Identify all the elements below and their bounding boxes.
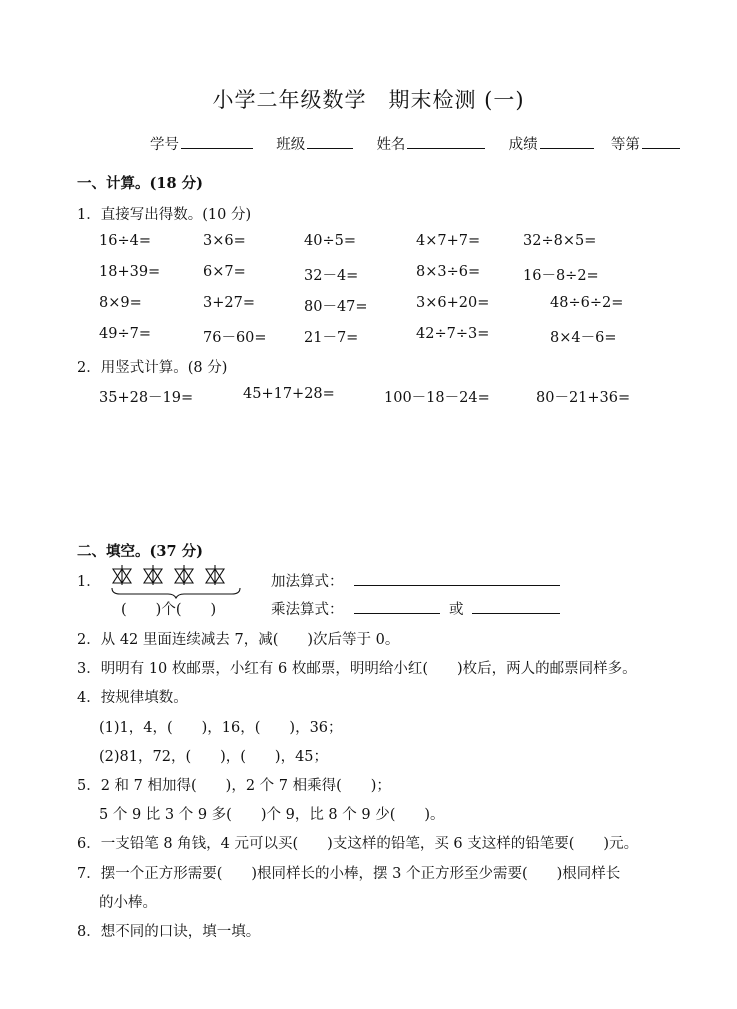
multiplication-formula-blank-2[interactable] xyxy=(472,599,560,614)
section1-heading: 一、计算。(18 分) xyxy=(77,175,203,192)
calc-problem: 3×6+20= xyxy=(416,295,490,311)
info-label-student-id: 学号 xyxy=(150,137,179,153)
addition-formula-blank[interactable] xyxy=(354,571,560,586)
calc-problem: 3×6= xyxy=(203,233,246,249)
page-title: 小学二年级数学 期末检测 (一) xyxy=(212,88,525,112)
info-label-name: 姓名 xyxy=(376,137,406,153)
calc-problem: 80－47= xyxy=(304,299,368,315)
triangle-group-icon xyxy=(175,565,193,585)
fill-question-line: (1)1，4，( )，16，( )，36； xyxy=(99,720,343,736)
info-label-score: 成绩 xyxy=(508,137,538,153)
vertical-calc-item: 45+17+28= xyxy=(243,386,335,402)
brace-icon xyxy=(112,588,240,598)
triangle-groups-figure xyxy=(110,563,242,599)
fill-question-line: 8．想不同的口诀，填一填。 xyxy=(77,924,261,940)
calc-problem: 6×7= xyxy=(203,264,246,280)
fill-question-line: 7．摆一个正方形需要( )根同样长的小棒，摆 3 个正方形至少需要( )根同样长 xyxy=(77,866,621,882)
fill-question-line: 2．从 42 里面连续减去 7，减( )次后等于 0。 xyxy=(77,632,400,648)
calc-problem: 3+27= xyxy=(203,295,255,311)
q2-label: 2．用竖式计算。(8 分) xyxy=(77,360,228,376)
calc-problem: 32÷8×5= xyxy=(523,233,597,249)
triangle-group-icon xyxy=(206,565,224,585)
multiplication-formula-blank-1[interactable] xyxy=(354,599,440,614)
calc-problem: 8×4－6= xyxy=(550,330,617,346)
student-info-line xyxy=(150,133,682,154)
calc-problem: 4×7+7= xyxy=(416,233,481,249)
vertical-calc-item: 80－21+36= xyxy=(536,390,631,406)
class-blank[interactable] xyxy=(307,134,353,149)
calc-problem: 40÷5= xyxy=(304,233,356,249)
student-id-blank[interactable] xyxy=(181,134,253,149)
fill-question-line: (2)81，72，( )，( )，45； xyxy=(99,749,329,765)
vertical-calc-item: 100－18－24= xyxy=(384,390,490,406)
calc-problem: 76－60= xyxy=(203,330,267,346)
calc-problem: 32－4= xyxy=(304,268,359,284)
name-blank[interactable] xyxy=(407,134,485,149)
vertical-calc-item: 35+28－19= xyxy=(99,390,194,406)
fill-question-line: 3．明明有 10 枚邮票，小红有 6 枚邮票，明明给小红( )枚后，两人的邮票同样多。 xyxy=(77,661,637,677)
fill-q1-number: 1． xyxy=(77,574,101,590)
calc-problem: 42÷7÷3= xyxy=(416,326,490,342)
q1-label: 1．直接写出得数。(10 分) xyxy=(77,207,252,223)
calc-problem: 8×3÷6= xyxy=(416,264,481,280)
fill-question-line: 5 个 9 比 3 个 9 多( )个 9，比 8 个 9 少( )。 xyxy=(99,807,445,823)
calc-problem: 16÷4= xyxy=(99,233,151,249)
triangle-group-icon xyxy=(113,565,131,585)
triangle-group-icon xyxy=(144,565,162,585)
score-blank[interactable] xyxy=(540,134,594,149)
calc-problem: 48÷6÷2= xyxy=(550,295,624,311)
info-label-grade: 等第 xyxy=(610,137,640,153)
info-label-class: 班级 xyxy=(276,137,306,153)
or-label: 或 xyxy=(449,602,464,618)
grade-blank[interactable] xyxy=(642,134,680,149)
fill-question-line: 6．一支铅笔 8 角钱，4 元可以买( )支这样的铅笔，买 6 支这样的铅笔要( )元。 xyxy=(77,836,639,852)
section2-heading: 二、填空。(37 分) xyxy=(77,543,203,560)
multiplication-formula-label: 乘法算式： xyxy=(271,602,344,618)
calc-problem: 21－7= xyxy=(304,330,359,346)
calc-problem: 49÷7= xyxy=(99,326,151,342)
calc-problem: 16－8÷2= xyxy=(523,268,599,284)
fill-question-line: 4．按规律填数。 xyxy=(77,690,188,706)
fill-question-line: 5．2 和 7 相加得( )，2 个 7 相乘得( )； xyxy=(77,778,391,794)
addition-formula-label: 加法算式： xyxy=(271,574,344,590)
calc-problem: 8×9= xyxy=(99,295,142,311)
brace-label: ( )个( ) xyxy=(121,602,217,618)
fill-question-line: 的小棒。 xyxy=(99,895,157,911)
calc-problem: 18+39= xyxy=(99,264,161,280)
